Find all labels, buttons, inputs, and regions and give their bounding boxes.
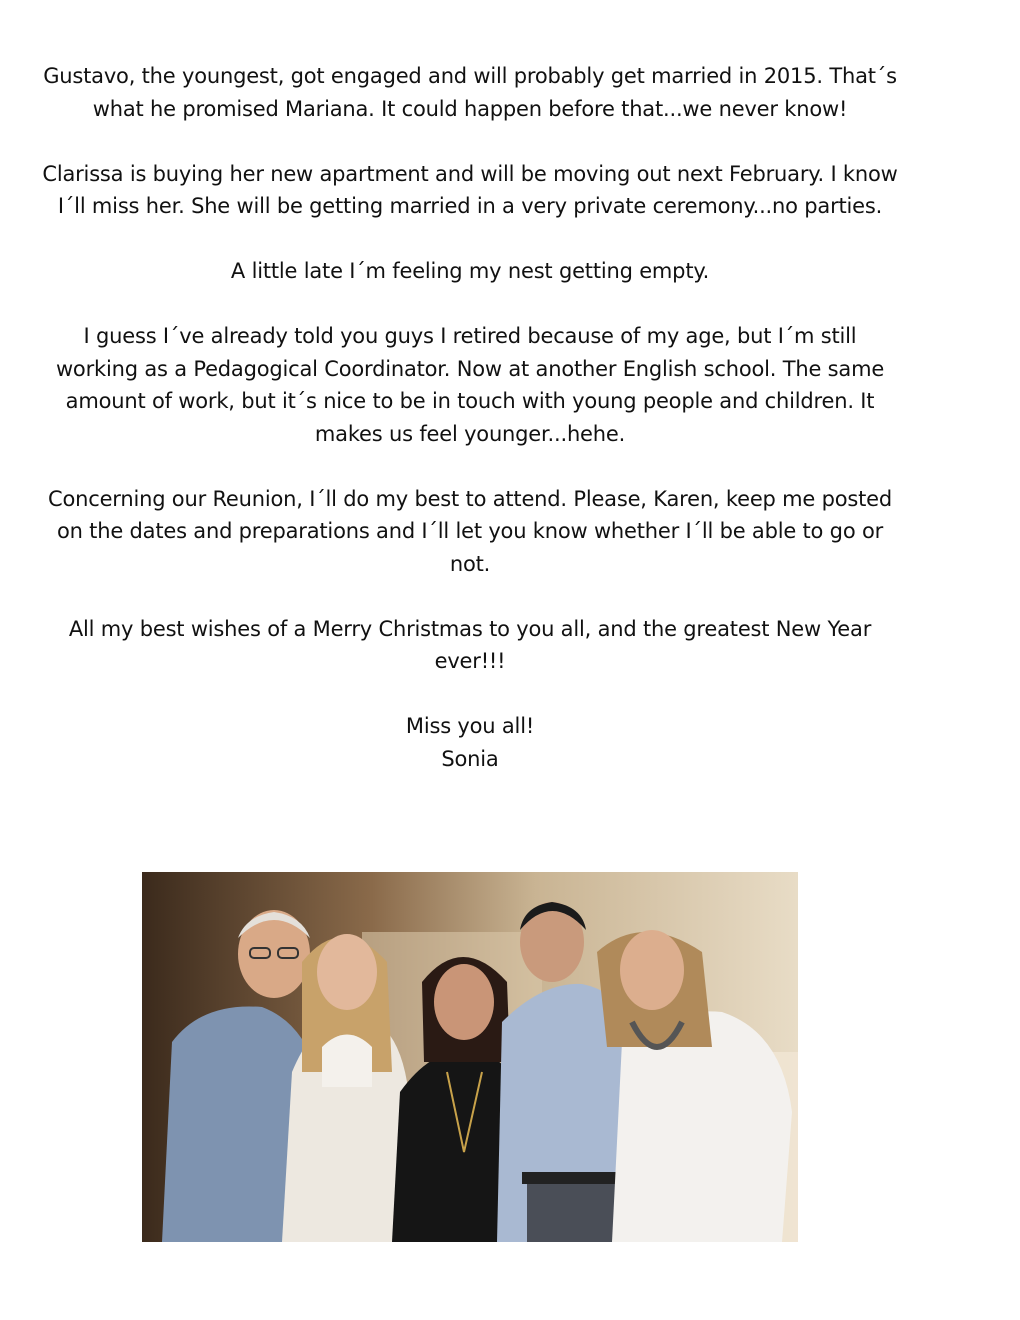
family-photo	[142, 872, 798, 1242]
closing-line: Miss you all!	[405, 714, 535, 738]
signature: Sonia	[441, 746, 499, 771]
paragraph-engagement: Gustavo, the youngest, got engaged and will probably get married in 2015. That´s what he promised Mariana. It could happen before that...we never know!	[43, 64, 897, 121]
paragraph-apartment: Clarissa is buying her new apartment and will be moving out next February. I know I´ll miss her. She will be getting married in a very private ceremony...no parties.	[42, 161, 898, 218]
paragraph-wishes: All my best wishes of a Merry Christmas to you all, and the greatest New Year ever!!!	[68, 616, 872, 673]
family-photo-illustration	[142, 872, 798, 1242]
paragraph-reunion: Concerning our Reunion, I´ll do my best to attend. Please, Karen, keep me posted on the dates and preparations and I´ll let you know whether I´ll be able to go or not.	[48, 486, 892, 576]
paragraph-empty-nest: A little late I´m feeling my nest getting empty.	[230, 259, 710, 283]
paragraph-work: I guess I´ve already told you guys I retired because of my age, but I´m still working as a Pedagogical Coordinator. Now at another English school. The same amount of work, but it´s nice to be in touch with young people and children. It makes us feel younger...hehe.	[55, 324, 885, 446]
letter-body	[40, 60, 900, 775]
